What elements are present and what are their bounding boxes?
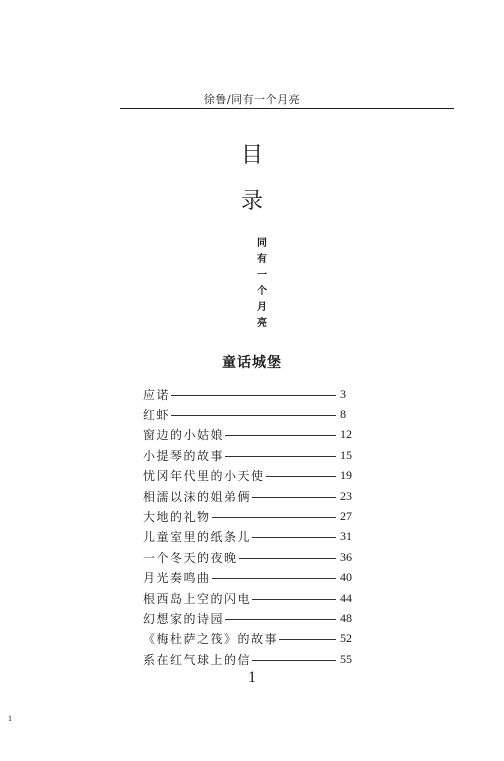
- table-of-contents: [143, 384, 358, 669]
- toc-entry-title: 幻想家的诗园: [143, 611, 225, 626]
- toc-entry-title: 根西岛上空的闪电: [143, 591, 252, 606]
- toc-entry[interactable]: [143, 629, 358, 649]
- toc-entry-title: 忧冈年代里的小天使: [143, 469, 265, 484]
- toc-entry-page: 8: [340, 407, 346, 422]
- toc-leader: [171, 415, 336, 416]
- toc-entry[interactable]: [143, 384, 358, 404]
- section-title: 童话城堡: [222, 355, 282, 371]
- toc-entry[interactable]: [143, 568, 358, 588]
- toc-leader: [266, 476, 336, 477]
- toc-entry-page: 48: [340, 610, 352, 625]
- toc-leader: [225, 619, 336, 620]
- toc-leader: [252, 660, 336, 661]
- toc-entry-title: 小提琴的故事: [143, 448, 225, 463]
- toc-entry-title: 儿童室里的纸条儿: [143, 530, 252, 545]
- toc-leader: [212, 578, 336, 579]
- toc-entry-page: 55: [340, 651, 352, 666]
- book-title-char: 同: [257, 238, 267, 249]
- toc-entry-title: 应诺: [143, 387, 171, 402]
- toc-entry-page: 31: [340, 529, 352, 544]
- book-title-char: 有: [257, 254, 267, 265]
- toc-entry[interactable]: [143, 425, 358, 445]
- toc-leader: [225, 435, 336, 436]
- toc-entry-title: 一个冬天的夜晚: [143, 550, 238, 565]
- page-number: 1: [248, 669, 256, 686]
- toc-entry[interactable]: [143, 486, 358, 506]
- toc-leader: [252, 497, 336, 498]
- contents-heading-char-2: 录: [240, 189, 263, 214]
- toc-entry-page: 15: [340, 447, 352, 462]
- toc-entry-title: 窗边的小姑娘: [143, 428, 225, 443]
- toc-entry[interactable]: [143, 547, 358, 567]
- toc-entry[interactable]: [143, 588, 358, 608]
- book-title-vertical: [252, 236, 272, 332]
- book-title-char: 个: [257, 286, 267, 297]
- toc-leader: [225, 456, 336, 457]
- toc-entry-page: 44: [340, 590, 352, 605]
- toc-entry[interactable]: [143, 527, 358, 547]
- toc-entry[interactable]: [143, 506, 358, 526]
- book-title-char: 一: [257, 270, 267, 281]
- toc-entry-page: 27: [340, 509, 352, 524]
- header-rule: [120, 108, 454, 109]
- toc-entry[interactable]: [143, 608, 358, 628]
- toc-entry-title: 红虾: [143, 408, 171, 423]
- toc-entry[interactable]: [143, 445, 358, 465]
- toc-entry-page: 3: [340, 386, 346, 401]
- toc-leader: [279, 639, 336, 640]
- toc-entry[interactable]: [143, 649, 358, 669]
- toc-entry-page: 19: [340, 468, 352, 483]
- toc-entry-title: 月光奏鸣曲: [143, 571, 211, 586]
- toc-leader: [171, 395, 336, 396]
- running-head: 徐鲁/同有一个月亮: [203, 93, 301, 106]
- toc-entry[interactable]: [143, 466, 358, 486]
- toc-entry-title: 系在红气球上的信: [143, 652, 252, 667]
- toc-entry[interactable]: [143, 404, 358, 424]
- toc-leader: [252, 537, 336, 538]
- contents-heading-char-1: 目: [240, 143, 263, 168]
- book-title-char: 亮: [257, 318, 267, 329]
- edge-mark: 1: [8, 714, 12, 723]
- book-title-char: 月: [257, 302, 267, 313]
- toc-entry-title: 大地的礼物: [143, 510, 211, 525]
- toc-leader: [239, 558, 336, 559]
- toc-entry-title: 《梅杜萨之筏》的故事: [143, 632, 279, 647]
- toc-entry-page: 23: [340, 488, 352, 503]
- toc-entry-page: 40: [340, 570, 352, 585]
- toc-leader: [252, 599, 336, 600]
- toc-entry-page: 36: [340, 549, 352, 564]
- toc-leader: [212, 517, 336, 518]
- toc-entry-title: 相濡以沫的姐弟俩: [143, 489, 252, 504]
- toc-entry-page: 52: [340, 631, 352, 646]
- toc-entry-page: 12: [340, 427, 352, 442]
